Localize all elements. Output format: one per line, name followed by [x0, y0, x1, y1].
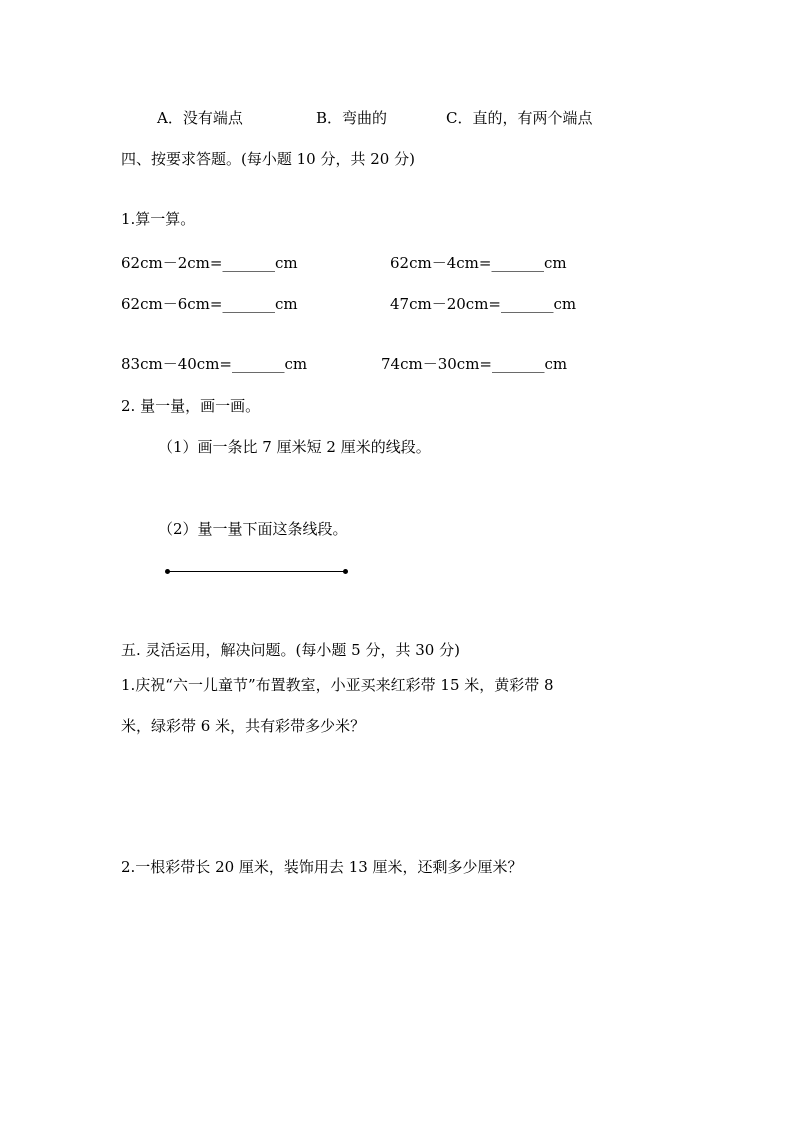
q1-label: 1.算一算。 — [121, 210, 196, 228]
calc-row1-left: 62cm－2cm=_______cm — [121, 254, 298, 272]
option-a: A．没有端点 — [157, 109, 243, 127]
segment-endpoint-left — [165, 569, 170, 574]
calc-row3-right: 74cm－30cm=_______cm — [381, 355, 568, 373]
option-c: C．直的，有两个端点 — [446, 109, 593, 127]
option-b: B．弯曲的 — [316, 109, 388, 127]
q2-part2: （2）量一量下面这条线段。 — [158, 520, 348, 538]
s5-q1-line2: 米，绿彩带 6 米，共有彩带多少米？ — [121, 717, 366, 735]
section4-title: 四、按要求答题。(每小题 10 分，共 20 分) — [121, 150, 415, 168]
s5-q2: 2.一根彩带长 20 厘米，装饰用去 13 厘米，还剩多少厘米？ — [121, 858, 523, 876]
line-segment-stroke — [167, 571, 345, 572]
calc-row3-left: 83cm－40cm=_______cm — [121, 355, 308, 373]
segment-endpoint-right — [343, 569, 348, 574]
calc-row2-right: 47cm－20cm=_______cm — [390, 295, 577, 313]
q2-part1: （1）画一条比 7 厘米短 2 厘米的线段。 — [158, 438, 431, 456]
calc-row1-right: 62cm－4cm=_______cm — [390, 254, 567, 272]
q2-label: 2. 量一量，画一画。 — [121, 397, 261, 415]
s5-q1-line1: 1.庆祝“六一儿童节”布置教室，小亚买来红彩带 15 米，黄彩带 8 — [121, 676, 554, 694]
calc-row2-left: 62cm－6cm=_______cm — [121, 295, 298, 313]
section5-title: 五. 灵活运用，解决问题。(每小题 5 分，共 30 分) — [121, 641, 460, 659]
